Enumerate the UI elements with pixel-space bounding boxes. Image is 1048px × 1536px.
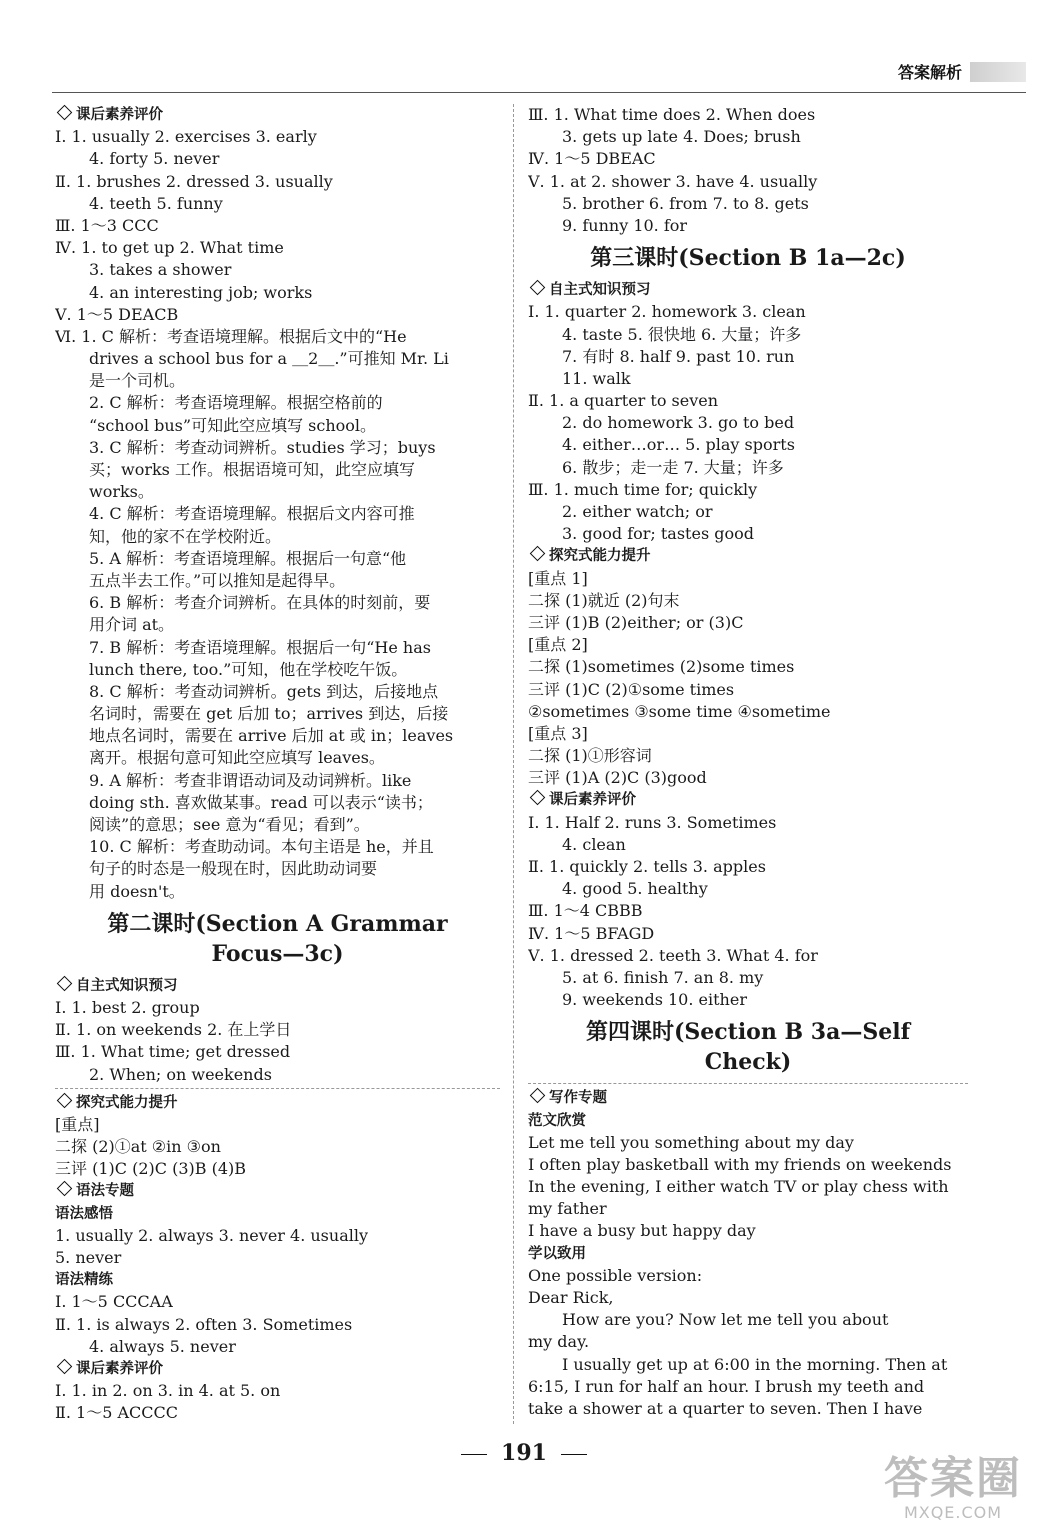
- answer-line: I often play basketball with my friends on weekends: [528, 1154, 952, 1174]
- page-header: [898, 60, 1026, 83]
- answer-line: 6. B 解析：考查介词辨析。在具体的时刻前，要: [89, 593, 431, 613]
- answer-line: [重点 3]: [528, 723, 588, 743]
- section-heading: [55, 1180, 500, 1202]
- answer-line: 8. C 解析：考查动词辨析。gets 到达，后接地点: [89, 681, 439, 701]
- answer-line: Ⅱ. 1. is always 2. often 3. Sometimes: [55, 1314, 353, 1334]
- answer-line: Ⅴ. 1～5 DEACB: [55, 304, 179, 324]
- answer-line: Ⅴ. 1. dressed 2. teeth 3. What 4. for: [528, 945, 818, 965]
- section-heading: [528, 789, 968, 811]
- answer-line: Ⅲ. 1. What time; get dressed: [55, 1042, 291, 1062]
- answer-line: lunch there, too.”可知，他在学校吃午饭。: [89, 659, 408, 679]
- section-separator: [55, 1088, 500, 1089]
- answer-line: 用介词 at。: [89, 615, 175, 635]
- answer-line: 知，他的家不在学校附近。: [89, 526, 282, 546]
- diamond-icon: [57, 1359, 73, 1375]
- answer-line: Ⅱ. 1. quickly 2. tells 3. apples: [528, 857, 766, 876]
- answer-line: my father: [528, 1199, 607, 1219]
- diamond-icon: [57, 105, 73, 121]
- answer-line: 2. C 解析：考查语境理解。根据空格前的: [89, 393, 383, 413]
- answer-line: 9. weekends 10. either: [562, 990, 747, 1010]
- answer-line: 3. takes a shower: [89, 260, 232, 280]
- answer-line: Ⅱ. 1～5 ACCCC: [55, 1403, 179, 1423]
- answer-line: 买；works 工作。根据语境可知，此空应填写: [89, 460, 415, 479]
- answer-line: 4. clean: [562, 834, 626, 854]
- answer-line: Ⅰ. 1. in 2. on 3. in 4. at 5. on: [55, 1381, 281, 1401]
- answer-line: 7. B 解析：考查语境理解。根据后一句“He has: [89, 637, 431, 657]
- diamond-icon: [57, 1181, 73, 1197]
- essay-paragraph-start: How are you? Now let me tell you about: [562, 1310, 889, 1330]
- answer-line: 4. an interesting job; works: [89, 282, 313, 302]
- answer-line: Ⅰ. 1. best 2. group: [55, 997, 200, 1017]
- answer-line: 离开。根据句意可知此空应填写 leaves。: [89, 748, 385, 768]
- answer-line: 4. always 5. never: [89, 1336, 236, 1356]
- answer-line: 2. When; on weekends: [89, 1064, 272, 1084]
- lesson-title: Check): [704, 1049, 792, 1076]
- answer-line: Ⅲ. 1. much time for; quickly: [528, 479, 758, 499]
- answer-line: [重点 1]: [528, 568, 588, 588]
- answer-line: 五点半去工作。”可以推知是起得早。: [89, 570, 346, 590]
- section-heading: [528, 545, 968, 567]
- column-divider: [513, 104, 514, 1424]
- lesson-title: 第四课时(Section B 3a—Self: [585, 1019, 911, 1046]
- sub-heading: 语法精练: [55, 1272, 113, 1289]
- answer-line: [重点 2]: [528, 635, 588, 655]
- answer-line: I have a busy but happy day: [528, 1221, 756, 1241]
- answer-line: Ⅰ. 1～5 CCCAA: [55, 1292, 173, 1312]
- lesson-title: Focus—3c): [211, 940, 344, 967]
- answer-line: 4. either…or… 5. play sports: [562, 435, 795, 455]
- answer-line: Ⅱ. 1. brushes 2. dressed 3. usually: [55, 171, 333, 191]
- section-heading-text: 课后素养评价: [549, 792, 636, 809]
- section-heading: [55, 975, 500, 997]
- section-heading: [528, 1087, 968, 1109]
- answer-line: 6:15, I run for half an hour. I brush my teeth and: [528, 1376, 925, 1396]
- answer-line: 地点名词时，需要在 arrive 后加 at 或 in；leaves: [89, 726, 454, 746]
- section-heading-text: 探究式能力提升: [549, 548, 651, 565]
- watermark-logo: 答案圈 MXQE.COM: [884, 1453, 1022, 1522]
- answer-line: Ⅲ. 1. What time does 2. When does: [528, 105, 816, 124]
- lesson-title: 第三课时(Section B 1a—2c): [590, 245, 906, 272]
- answer-line: 9. funny 10. for: [562, 215, 688, 235]
- answer-line: [重点]: [55, 1114, 100, 1134]
- answer-line: 7. 有时 8. half 9. past 10. run: [562, 346, 795, 366]
- header-decoration: [970, 62, 1026, 82]
- answer-line: 是一个司机。: [89, 371, 186, 391]
- section-heading-text: 课后素养评价: [76, 107, 163, 123]
- diamond-icon: [530, 280, 546, 296]
- section-heading: [55, 1358, 500, 1380]
- section-heading-text: 写作专题: [549, 1090, 607, 1107]
- right-column: [528, 104, 968, 1420]
- answer-line: 二探 (1)①形容词: [528, 746, 652, 766]
- section-heading-text: 语法专题: [76, 1183, 134, 1200]
- answer-line: 三评 (1)C (2)①some times: [528, 679, 735, 699]
- sub-heading: 学以致用: [528, 1245, 586, 1262]
- answer-line: 4. taste 5. 很快地 6. 大量；许多: [562, 324, 802, 344]
- section-heading-text: 课后素养评价: [76, 1360, 163, 1377]
- answer-line: 5. never: [55, 1248, 122, 1267]
- diamond-icon: [530, 1088, 546, 1104]
- answer-line: Ⅱ. 1. on weekends 2. 在上学日: [55, 1020, 292, 1040]
- answer-line: 二探 (2)①at ②in ③on: [55, 1137, 221, 1157]
- header-rule: [52, 92, 1026, 93]
- answer-line: “school bus”可知此空应填写 school。: [89, 415, 377, 435]
- answer-line: 三评 (1)C (2)C (3)B (4)B: [55, 1159, 247, 1179]
- answer-line: Ⅲ. 1～4 CBBB: [528, 901, 643, 921]
- answer-line: 5. A 解析：考查语境理解。根据后一句意“他: [89, 548, 407, 568]
- answer-line: 阅读”的意思；see 意为“看见；看到”。: [89, 815, 370, 834]
- left-column: [55, 104, 500, 1425]
- answer-line: 2. do homework 3. go to bed: [562, 413, 795, 433]
- answer-line: 名词时，需要在 get 后加 to；arrives 到达，后接: [89, 704, 449, 724]
- answer-line: Ⅰ. 1. Half 2. runs 3. Sometimes: [528, 812, 777, 832]
- sub-heading: 范文欣赏: [528, 1112, 586, 1129]
- answer-line: 用 doesn't。: [89, 881, 185, 901]
- section-heading-text: 探究式能力提升: [76, 1094, 178, 1111]
- section-separator: [528, 1083, 968, 1084]
- answer-line: 4. C 解析：考查语境理解。根据后文内容可推: [89, 504, 415, 524]
- diamond-icon: [530, 546, 546, 562]
- answer-line: doing sth. 喜欢做某事。read 可以表示“读书；: [89, 792, 433, 812]
- answer-line: Ⅰ. 1. quarter 2. homework 3. clean: [528, 302, 806, 322]
- section-heading-text: 自主式知识预习: [549, 282, 651, 299]
- answer-line: drives a school bus for a ＿2＿.”可推知 Mr. Li: [89, 349, 449, 369]
- page-number: 191: [501, 1440, 547, 1466]
- answer-line: 4. forty 5. never: [89, 149, 220, 169]
- answer-line: Ⅲ. 1～3 CCC: [55, 215, 159, 235]
- answer-line: 三评 (1)A (2)C (3)good: [528, 768, 707, 788]
- answer-line: 3. gets up late 4. Does; brush: [562, 127, 801, 147]
- answer-line: 三评 (1)B (2)either; or (3)C: [528, 612, 744, 632]
- answer-line: my day.: [528, 1332, 590, 1352]
- answer-line: Dear Rick,: [528, 1288, 614, 1307]
- section-heading: [528, 279, 968, 301]
- answer-line: take a shower at a quarter to seven. Then I have: [528, 1398, 923, 1418]
- answer-line: ②sometimes ③some time ④sometime: [528, 701, 831, 721]
- answer-line: Ⅵ. 1. C 解析：考查语境理解。根据后文中的“He: [55, 326, 407, 346]
- diamond-icon: [57, 1092, 73, 1108]
- answer-line: 句子的时态是一般现在时，因此助动词要: [89, 859, 378, 879]
- answer-line: Ⅳ. 1. to get up 2. What time: [55, 238, 284, 258]
- answer-line: Ⅳ. 1～5 BFAGD: [528, 923, 655, 943]
- section-heading: [55, 104, 500, 126]
- answer-line: 二探 (1)sometimes (2)some times: [528, 657, 795, 677]
- answer-line: 10. C 解析：考查助动词。本句主语是 he，并且: [89, 837, 434, 857]
- answer-line: 4. teeth 5. funny: [89, 193, 223, 213]
- answer-line: 11. walk: [562, 368, 631, 388]
- answer-line: In the evening, I either watch TV or play chess with: [528, 1177, 949, 1197]
- sub-heading: 语法感悟: [55, 1205, 113, 1222]
- answer-line: Ⅴ. 1. at 2. shower 3. have 4. usually: [528, 171, 818, 191]
- answer-line: 6. 散步；走一走 7. 大量；许多: [562, 457, 784, 477]
- answer-line: 9. A 解析：考查非谓语动词及动词辨析。like: [89, 770, 412, 790]
- section-heading-text: 自主式知识预习: [76, 977, 178, 994]
- answer-line: 3. good for; tastes good: [562, 524, 754, 544]
- answer-line: 二探 (1)就近 (2)句末: [528, 590, 680, 610]
- essay-paragraph-start: I usually get up at 6:00 in the morning. Then at: [562, 1354, 948, 1374]
- answer-line: Ⅱ. 1. a quarter to seven: [528, 391, 719, 411]
- answer-line: works。: [89, 482, 154, 502]
- lesson-title: 第二课时(Section A Grammar: [107, 910, 448, 937]
- answer-line: 2. either watch; or: [562, 502, 713, 521]
- section-heading: [55, 1092, 500, 1114]
- answer-line: 5. at 6. finish 7. an 8. my: [562, 967, 764, 987]
- answer-line: Ⅳ. 1～5 DBEAC: [528, 149, 656, 169]
- answer-line: 5. brother 6. from 7. to 8. gets: [562, 193, 809, 213]
- answer-line: One possible version:: [528, 1265, 703, 1285]
- answer-line: Let me tell you something about my day: [528, 1132, 854, 1152]
- answer-line: Ⅰ. 1. usually 2. exercises 3. early: [55, 127, 317, 147]
- diamond-icon: [57, 975, 73, 991]
- answer-line: 4. good 5. healthy: [562, 879, 708, 899]
- answer-line: 1. usually 2. always 3. never 4. usually: [55, 1225, 368, 1245]
- answer-line: 3. C 解析：考查动词辨析。studies 学习；buys: [89, 437, 436, 457]
- diamond-icon: [530, 790, 546, 806]
- header-title: 答案解析: [897, 63, 962, 82]
